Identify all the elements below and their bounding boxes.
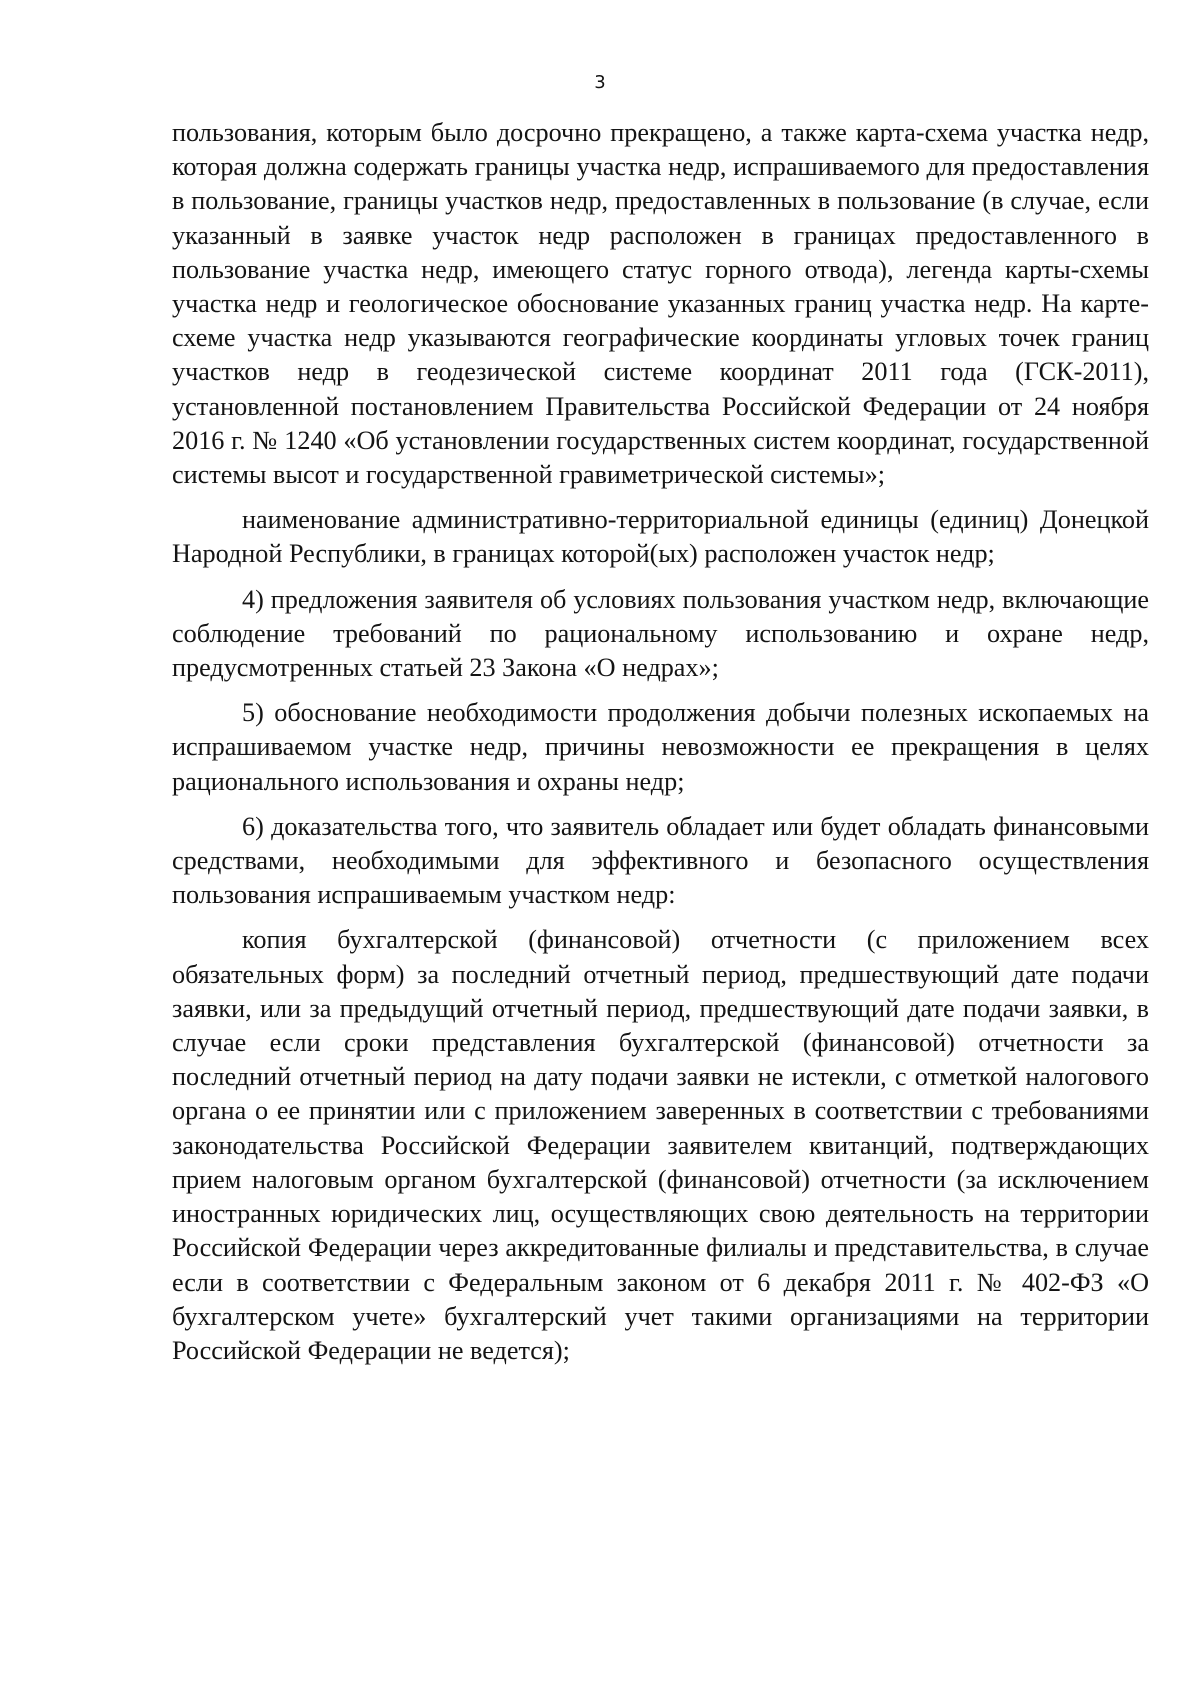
paragraph-item-6: 6) доказательства того, что заявитель обладает или будет обладать финансовыми средствами, необходимыми для эффективного и безопасного осуществления пользования испрашиваемым участком недр: [172, 811, 1149, 910]
paragraph-accounting-copy: копия бухгалтерской (финансовой) отчетности (с приложением всех обязательных форм) за последний отчетный период, предшествующий дате подачи заявки, или за предыдущий отчетный период, предшествующий дате подачи заявки, в случае если сроки представления бухгалтерской (финансовой) отчетности за последний отчетный период на дату подачи заявки не истекли, с отметкой налогового органа о ее принятии или с приложением заверенных в соответствии с требованиями законодательства Российской Федерации заявителем квитанций, подтверждающих прием налоговым органом бухгалтерской (финансовой) отчетности (за исключением иностранных юридических лиц, осуществляющих свою деятельность на территории Российской Федерации через аккредитованные филиалы и представительства, в случае если в соответствии с Федеральным законом от 6 декабря 2011 г. № 402-ФЗ «О бухгалтерском учете» бухгалтерский учет такими организациями на территории Российской Федерации не ведется); [172, 925, 1149, 1365]
page-number: 3 [594, 72, 606, 93]
paragraph-item-5: 5) обоснование необходимости продолжения добычи полезных ископаемых на испрашиваемом участке недр, причины невозможности ее прекращения в целях рационального использования и охраны недр; [172, 698, 1149, 796]
paragraph-admin-unit: наименование административно-территориальной единицы (единиц) Донецкой Народной Республики, в границах которой(ых) расположен участок недр; [172, 505, 1149, 569]
paragraph-item-4: 4) предложения заявителя об условиях пользования участком недр, включающие соблюдение требований по рациональному использованию и охране недр, предусмотренных статьей 23 Закона «О недрах»; [172, 584, 1149, 683]
paragraph-continuation: пользования, которым было досрочно прекращено, а также карта-схема участка недр, которая должна содержать границы участка недр, испрашиваемого для предоставления в пользование, границы участков недр, предоставленных в пользование (в случае, если указанный в заявке участок недр расположен в границах предоставленного в пользование участка недр, имеющего статус горного отвода), легенда карты-схемы участка недр и геологическое обоснование указанных границ участка недр. На карте-схеме участка недр указываются географические координаты угловых точек границ участков недр в геодезической системе координат 2011 года (ГСК-2011), установленной постановлением Правительства Российской Федерации от 24 ноября 2016 г. № 1240 «Об установлении государственных систем координат, государственной системы высот и государственной гравиметрической системы»; [172, 118, 1149, 490]
document-body [172, 116, 1149, 1379]
